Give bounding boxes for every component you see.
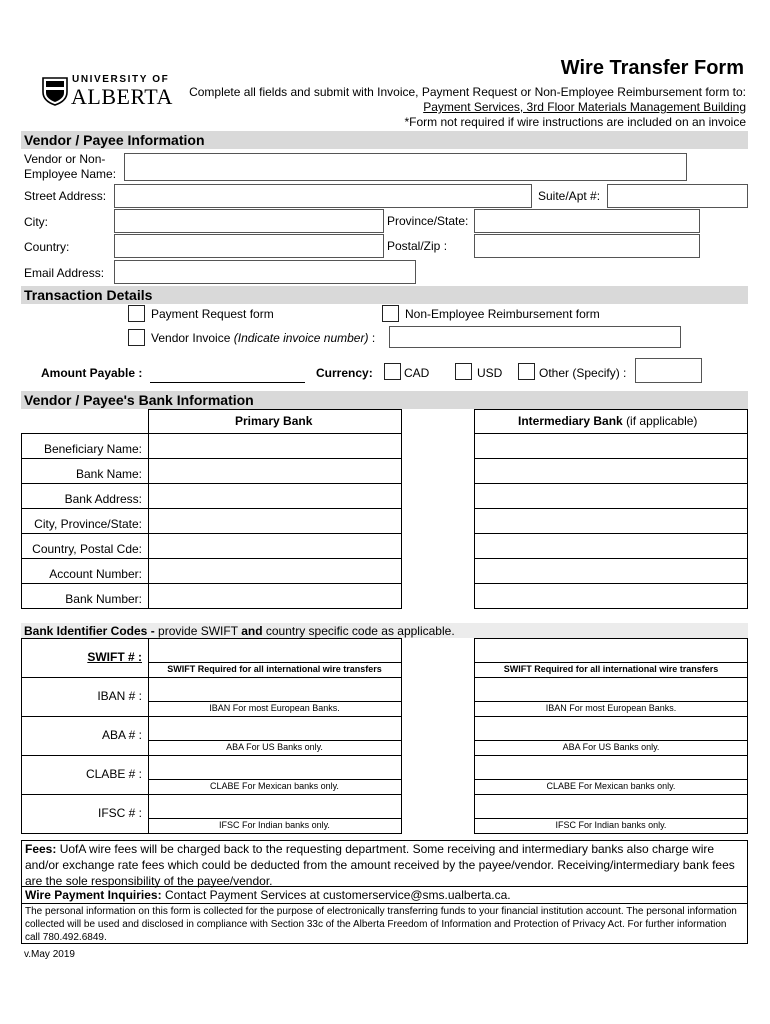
primary-bank-cell[interactable] — [149, 459, 401, 483]
table-border-top-primary — [148, 409, 402, 410]
intermediary-bank-cell[interactable] — [475, 534, 747, 558]
other-currency-label: Other (Specify) : — [539, 366, 627, 380]
transaction-section-header — [21, 286, 748, 304]
table-border-left — [21, 433, 22, 608]
amount-payable-line[interactable] — [150, 382, 305, 383]
primary-code-note: IBAN For most European Banks. — [209, 703, 340, 713]
codes-mid-line — [148, 701, 401, 702]
table-row-line — [474, 608, 748, 609]
usd-label: USD — [477, 366, 503, 380]
street-address-field[interactable] — [114, 184, 532, 208]
header-note: *Form not required if wire instructions are included on an invoice — [404, 115, 746, 129]
transaction-section-title: Transaction Details — [24, 287, 153, 303]
code-label: IFSC # : — [97, 806, 142, 820]
primary-code-cell[interactable] — [149, 717, 401, 740]
bank-info-table — [21, 409, 748, 609]
codes-title-and: and — [241, 624, 263, 638]
bank-row-label: Account Number: — [49, 567, 142, 581]
vendor-invoice-text: Vendor Invoice — [151, 331, 231, 345]
intermediary-bank-cell[interactable] — [475, 584, 747, 608]
intermediary-code-cell[interactable] — [475, 717, 747, 740]
street-label: Street Address: — [24, 189, 107, 203]
intermediary-code-note: SWIFT Required for all international wire transfers — [503, 664, 719, 674]
city-label: City: — [24, 215, 48, 229]
inquiries-note — [21, 887, 748, 904]
intermediary-code-note: IFSC For Indian banks only. — [555, 820, 667, 830]
bank-section-title: Vendor / Payee's Bank Information — [24, 392, 254, 408]
codes-row-line — [474, 833, 748, 834]
other-currency-field[interactable] — [635, 358, 702, 383]
version-label: v.May 2019 — [24, 949, 75, 960]
codes-mid-line — [474, 701, 748, 702]
amount-payable-label: Amount Payable : — [41, 366, 143, 380]
suite-label: Suite/Apt #: — [538, 189, 601, 203]
bank-section-header — [21, 391, 748, 409]
intermediary-bank-cell[interactable] — [475, 509, 747, 533]
fees-label: Fees: — [25, 842, 57, 856]
codes-border-col2 — [401, 638, 402, 833]
intermediary-code-note: IBAN For most European Banks. — [545, 703, 677, 713]
intermediary-bank-cell[interactable] — [475, 484, 747, 508]
payment-request-checkbox[interactable] — [128, 305, 145, 322]
intermediary-bank-header — [518, 414, 697, 428]
bank-row-label: Bank Number: — [65, 592, 142, 606]
primary-code-cell[interactable] — [149, 756, 401, 779]
privacy-note: The personal information on this form is collected for the purpose of electronically transferring funds to your financial institution account. The personal information collected will be used and disclosed in compliance with Section 33c of the Alberta Freedom of Information and Protection of Privacy Act. For further information call 780.492.6849. — [21, 904, 748, 944]
cad-label: CAD — [404, 366, 430, 380]
cad-checkbox[interactable] — [384, 363, 401, 380]
city-field[interactable] — [114, 209, 384, 233]
bank-row-label: City, Province/State: — [34, 517, 142, 531]
postal-field[interactable] — [474, 234, 700, 258]
inquiries-label: Wire Payment Inquiries: — [25, 888, 162, 902]
crest-icon — [42, 76, 68, 106]
inquiries-text: Contact Payment Services at customerservice@sms.ualberta.ca. — [164, 888, 511, 902]
email-field[interactable] — [114, 260, 416, 284]
intermediary-code-cell[interactable] — [475, 795, 747, 818]
fees-text: UofA wire fees will be charged back to the requesting department. Some receiving and intermediary banks also charge wire and/or exchange rate fees which could be deducted from the amount received by the payee/vendor. Receiving/intermediary bank fees are the sole responsibility of the payee/vendor. — [25, 842, 735, 888]
postal-label: Postal/Zip : — [387, 239, 448, 253]
primary-code-note: SWIFT Required for all international wire transfers — [167, 664, 382, 674]
codes-title-rest-1: provide SWIFT — [158, 624, 238, 638]
intermediary-bank-note: (if applicable) — [626, 414, 698, 428]
payment-request-label: Payment Request form — [151, 307, 274, 321]
intermediary-code-note: CLABE For Mexican banks only. — [546, 781, 676, 791]
usd-checkbox[interactable] — [455, 363, 472, 380]
codes-mid-line — [474, 818, 748, 819]
primary-bank-cell[interactable] — [149, 434, 401, 458]
other-currency-checkbox[interactable] — [518, 363, 535, 380]
vendor-section-title: Vendor / Payee Information — [24, 132, 205, 148]
province-field[interactable] — [474, 209, 700, 233]
country-field[interactable] — [114, 234, 384, 258]
intermediary-code-cell[interactable] — [475, 678, 747, 701]
codes-title-bold: Bank Identifier Codes - — [24, 624, 155, 638]
primary-code-note: IFSC For Indian banks only. — [219, 820, 330, 830]
vendor-name-label-2: Employee Name: — [24, 167, 117, 181]
codes-mid-line — [474, 779, 748, 780]
intermediary-bank-cell[interactable] — [475, 459, 747, 483]
codes-mid-line — [148, 818, 401, 819]
code-label: CLABE # : — [85, 767, 142, 781]
primary-code-cell[interactable] — [149, 795, 401, 818]
codes-mid-line — [474, 740, 748, 741]
code-label: ABA # : — [101, 728, 142, 742]
codes-mid-line — [148, 740, 401, 741]
logo-line2: ALBERTA — [71, 84, 173, 109]
codes-mid-line — [148, 779, 401, 780]
intermediary-bank-cell[interactable] — [475, 434, 747, 458]
vendor-invoice-colon: : — [371, 331, 376, 345]
bank-row-label: Country, Postal Cde: — [32, 542, 142, 556]
intermediary-code-cell[interactable] — [475, 756, 747, 779]
primary-code-cell[interactable] — [149, 639, 401, 662]
vendor-invoice-label — [151, 331, 375, 345]
codes-table — [21, 638, 748, 832]
bank-row-label: Bank Address: — [64, 492, 142, 506]
intermediary-bank-cell[interactable] — [475, 559, 747, 583]
bank-row-label: Bank Name: — [75, 467, 142, 481]
codes-title-rest-2: country specific code as applicable. — [265, 624, 455, 638]
primary-code-note: CLABE For Mexican banks only. — [210, 781, 339, 791]
codes-mid-line — [148, 662, 401, 663]
primary-code-note: ABA For US Banks only. — [226, 742, 323, 752]
vendor-invoice-checkbox[interactable] — [128, 329, 145, 346]
header-address: Payment Services, 3rd Floor Materials Management Building — [423, 100, 746, 114]
primary-bank-header: Primary Bank — [235, 414, 313, 428]
fees-note — [21, 840, 748, 887]
vendor-section-header — [21, 131, 748, 149]
vendor-name-label: Vendor or Non- — [24, 152, 106, 166]
primary-bank-cell[interactable] — [149, 509, 401, 533]
university-logo — [42, 74, 172, 108]
codes-border-left — [21, 638, 22, 833]
primary-bank-cell[interactable] — [149, 559, 401, 583]
suite-field[interactable] — [607, 184, 748, 208]
code-label: SWIFT # : — [87, 650, 142, 664]
currency-label: Currency: — [316, 366, 373, 380]
vendor-name-field[interactable] — [124, 153, 687, 181]
primary-bank-cell[interactable] — [149, 534, 401, 558]
codes-mid-line — [474, 662, 748, 663]
primary-code-cell[interactable] — [149, 678, 401, 701]
non-employee-label: Non-Employee Reimbursement form — [405, 307, 600, 321]
non-employee-checkbox[interactable] — [382, 305, 399, 322]
email-label: Email Address: — [24, 266, 105, 280]
codes-row-line — [21, 833, 402, 834]
page-title: Wire Transfer Form — [560, 57, 744, 79]
primary-bank-cell[interactable] — [149, 484, 401, 508]
code-label: IBAN # : — [97, 689, 142, 703]
table-border-top-intermediary — [474, 409, 748, 410]
codes-section-title — [24, 624, 455, 638]
invoice-number-field[interactable] — [389, 326, 681, 348]
country-label: Country: — [24, 240, 70, 254]
province-label: Province/State: — [387, 214, 469, 228]
vendor-invoice-note: (Indicate invoice number) — [233, 331, 369, 345]
intermediary-code-cell[interactable] — [475, 639, 747, 662]
table-row-line — [21, 608, 402, 609]
bank-row-label: Beneficiary Name: — [43, 442, 142, 456]
header-instructions: Complete all fields and submit with Invoice, Payment Request or Non-Employee Reimbursement form to: — [189, 85, 746, 99]
primary-bank-cell[interactable] — [149, 584, 401, 608]
logo-line1: UNIVERSITY OF — [72, 74, 170, 85]
intermediary-code-note: ABA For US Banks only. — [562, 742, 660, 752]
intermediary-bank-title: Intermediary Bank — [518, 414, 623, 428]
